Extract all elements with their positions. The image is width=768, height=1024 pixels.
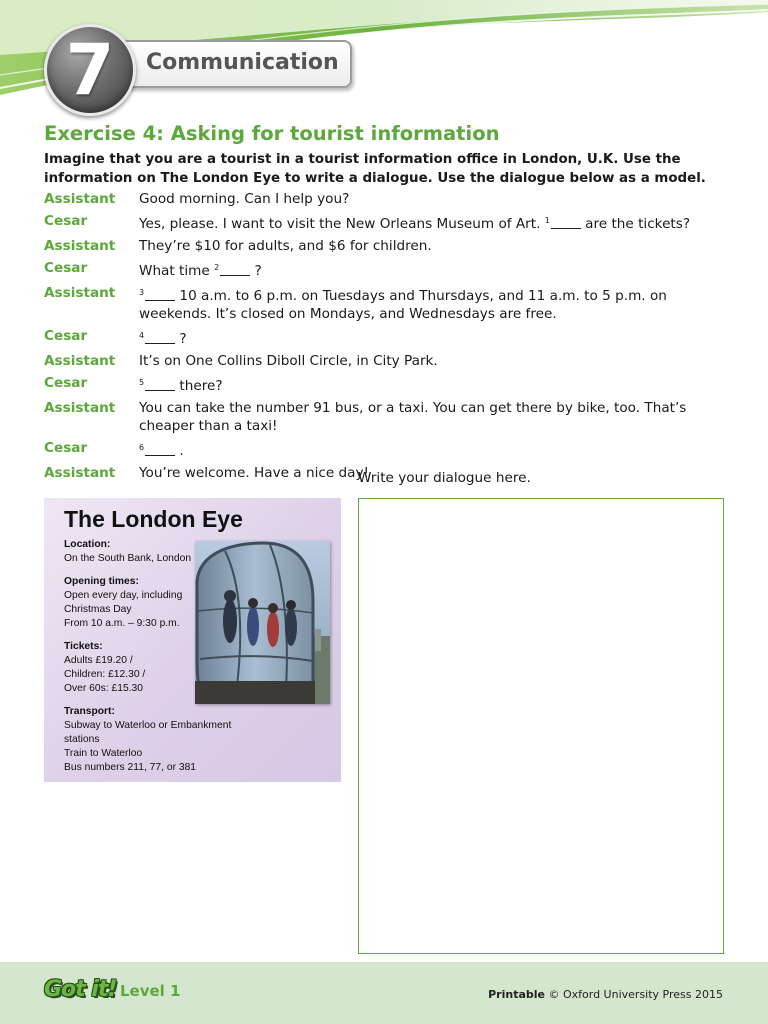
dialogue-text-segment: You’re welcome. Have a nice day! bbox=[139, 465, 369, 481]
gap-number: 6 bbox=[139, 443, 145, 452]
dialogue-line bbox=[44, 439, 734, 460]
dialogue-speaker: Assistant bbox=[44, 465, 116, 481]
card-section-label: Tickets: bbox=[64, 641, 103, 652]
dialogue-text bbox=[139, 352, 734, 370]
gap-number: 2 bbox=[214, 263, 220, 272]
dialogue-speaker: Assistant bbox=[44, 191, 116, 207]
dialogue-text-segment: are the tickets? bbox=[580, 216, 691, 232]
card-section-line: Christmas Day bbox=[64, 604, 132, 615]
card-section-line: On the South Bank, London bbox=[64, 553, 192, 564]
london-eye-capsule-photo bbox=[195, 541, 330, 704]
dialogue-line bbox=[44, 327, 734, 348]
dialogue-line bbox=[44, 352, 734, 370]
dialogue-text-segment: . bbox=[175, 443, 184, 459]
unit-number: 7 bbox=[65, 29, 115, 111]
card-section-line: Over 60s: £15.30 bbox=[64, 683, 143, 694]
gap-number: 4 bbox=[139, 331, 145, 340]
dialogue-line bbox=[44, 399, 734, 435]
gap-blank[interactable] bbox=[145, 288, 175, 301]
got-it-logo: Got it! bbox=[44, 977, 117, 1002]
gap-blank[interactable] bbox=[145, 443, 175, 456]
dialogue-text-segment: Good morning. Can I help you? bbox=[139, 191, 350, 207]
card-section-line: Train to Waterloo bbox=[64, 748, 143, 759]
write-dialogue-box[interactable] bbox=[358, 498, 724, 954]
card-section-label: Location: bbox=[64, 539, 111, 550]
card-section-label: Opening times: bbox=[64, 576, 139, 587]
card-title: The London Eye bbox=[64, 506, 243, 532]
card-section-line: From 10 a.m. – 9:30 p.m. bbox=[64, 618, 180, 629]
dialogue-text bbox=[139, 399, 734, 435]
dialogue-line bbox=[44, 259, 734, 280]
gap-blank[interactable] bbox=[145, 331, 175, 344]
copyright-text: © Oxford University Press 2015 bbox=[548, 988, 723, 1001]
dialogue-text bbox=[139, 237, 734, 255]
unit-number-badge bbox=[44, 24, 136, 116]
exercise-title: Exercise 4: Asking for tourist information bbox=[44, 122, 500, 145]
dialogue-speaker: Assistant bbox=[44, 353, 116, 369]
card-section-line: Open every day, including bbox=[64, 590, 183, 601]
page-footer bbox=[0, 962, 768, 1024]
gap-number: 3 bbox=[139, 288, 145, 297]
dialogue-text-segment: It’s on One Collins Diboll Circle, in City Park. bbox=[139, 353, 438, 369]
dialogue-speaker: Cesar bbox=[44, 328, 88, 344]
dialogue-text-segment: ? bbox=[250, 263, 262, 279]
dialogue-text bbox=[139, 259, 734, 280]
dialogue-text-segment: there? bbox=[175, 378, 223, 394]
gap-blank[interactable] bbox=[145, 378, 175, 391]
dialogue-text-segment: They’re $10 for adults, and $6 for children. bbox=[139, 238, 432, 254]
dialogue-speaker: Assistant bbox=[44, 400, 116, 416]
dialogue-speaker: Cesar bbox=[44, 375, 88, 391]
dialogue-text-segment: Yes, please. I want to visit the New Orleans Museum of Art. bbox=[139, 216, 545, 232]
dialogue-speaker: Assistant bbox=[44, 285, 116, 301]
gap-number: 1 bbox=[544, 216, 550, 225]
dialogue-text-segment: You can take the number 91 bus, or a taxi. You can get there by bike, too. That’s cheaper than a taxi! bbox=[139, 400, 687, 434]
dialogue-line bbox=[44, 190, 734, 208]
dialogue-line bbox=[44, 374, 734, 395]
write-dialogue-label: Write your dialogue here. bbox=[358, 470, 531, 486]
gap-number: 5 bbox=[139, 378, 145, 387]
dialogue-text bbox=[139, 212, 734, 233]
model-dialogue bbox=[44, 190, 734, 486]
dialogue-speaker: Cesar bbox=[44, 440, 88, 456]
gap-blank[interactable] bbox=[551, 216, 581, 229]
card-section-line: Bus numbers 211, 77, or 381 bbox=[64, 762, 197, 773]
card-section-line: Adults £19.20 / bbox=[64, 655, 133, 666]
dialogue-line bbox=[44, 212, 734, 233]
dialogue-text bbox=[139, 374, 734, 395]
exercise-instructions: Imagine that you are a tourist in a tourist information office in London, U.K. Use the information on The London Eye to write a dialogue. Use the dialogue below as a model. bbox=[44, 152, 706, 186]
card-section-label: Transport: bbox=[64, 706, 115, 717]
dialogue-speaker: Cesar bbox=[44, 213, 88, 229]
printable-label: Printable bbox=[488, 988, 545, 1001]
unit-title: Communication bbox=[146, 50, 339, 75]
dialogue-line bbox=[44, 237, 734, 255]
dialogue-speaker: Assistant bbox=[44, 238, 116, 254]
card-section-line: Children: £12.30 / bbox=[64, 669, 146, 680]
london-eye-info-card bbox=[44, 498, 341, 782]
level-label: Level 1 bbox=[120, 982, 181, 1000]
dialogue-text-segment: ? bbox=[175, 331, 187, 347]
dialogue-text bbox=[139, 439, 734, 460]
dialogue-text-segment: What time bbox=[139, 263, 215, 279]
dialogue-text bbox=[139, 327, 734, 348]
dialogue-text bbox=[139, 284, 734, 323]
dialogue-speaker: Cesar bbox=[44, 260, 88, 276]
card-section-line: Subway to Waterloo or Embankment stations bbox=[64, 720, 232, 745]
copyright-notice bbox=[488, 988, 723, 1001]
dialogue-text-segment: 10 a.m. to 6 p.m. on Tuesdays and Thursdays, and 11 a.m. to 5 p.m. on weekends. It’s closed on Mondays, and Wednesdays are free. bbox=[139, 288, 667, 322]
gap-blank[interactable] bbox=[220, 263, 250, 276]
dialogue-text bbox=[139, 190, 734, 208]
dialogue-line bbox=[44, 284, 734, 323]
